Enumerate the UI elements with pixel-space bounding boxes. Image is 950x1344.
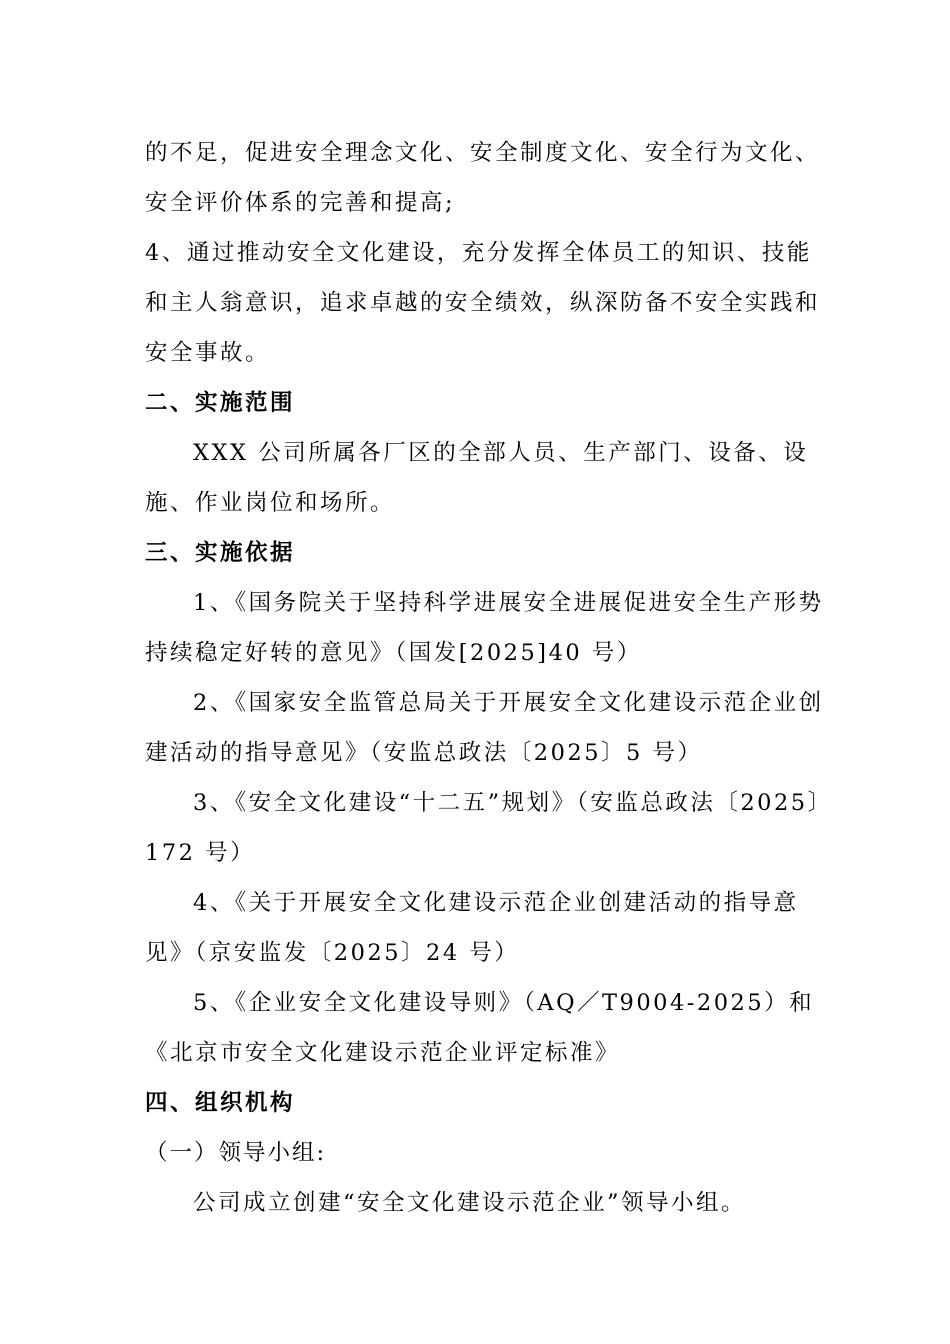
paragraph-continuation: 的不足，促进安全理念文化、安全制度文化、安全行为文化、安全评价体系的完善和提高; <box>145 140 821 216</box>
subheading-leadership-group: （一）领导小组: <box>145 1140 327 1166</box>
basis-item-2: 2、《国家安全监管总局关于开展安全文化建设示范企业创建活动的指导意见》（安监总政法〔2025〕5 号） <box>145 690 824 766</box>
basis-item-5: 5、《企业安全文化建设导则》（AQ／T9004-2025）和《北京市安全文化建设示范企业评定标准》 <box>145 990 815 1066</box>
section-heading-scope: 二、实施范围 <box>145 390 296 416</box>
basis-item-1: 1、《国务院关于坚持科学进展安全进展促进安全生产形势持续稳定好转的意见》（国发[2025]40 号） <box>145 590 824 666</box>
paragraph-item-4: 4、通过推动安全文化建设，充分发挥全体员工的知识、技能和主人翁意识，追求卓越的安全绩效，纵深防备不安全实践和安全事故。 <box>145 240 821 366</box>
section-heading-basis: 三、实施依据 <box>145 540 296 566</box>
section-heading-organization: 四、组织机构 <box>145 1090 296 1116</box>
basis-item-4: 4、《关于开展安全文化建设示范企业创建活动的指导意见》（京安监发〔2025〕24 号） <box>145 890 799 966</box>
section-body-leadership-group: 公司成立创建“安全文化建设示范企业”领导小组。 <box>193 1190 747 1216</box>
section-body-scope: XXX 公司所属各厂区的全部人员、生产部门、设备、设施、作业岗位和场所。 <box>145 440 809 516</box>
basis-item-3: 3、《安全文化建设“十二五”规划》（安监总政法〔2025〕172 号） <box>145 790 822 866</box>
